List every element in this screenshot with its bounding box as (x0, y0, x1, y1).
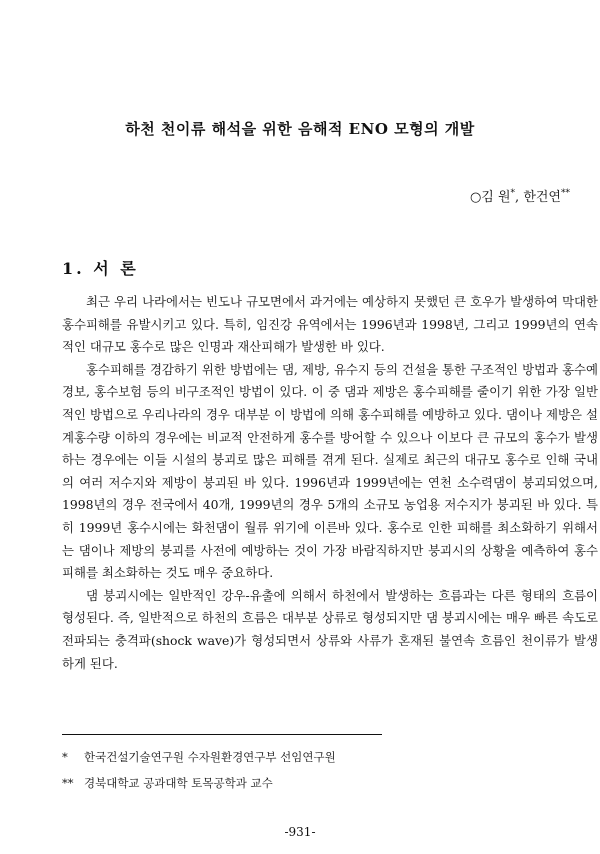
author-separator: , (515, 190, 524, 205)
author-name: 한건연 (523, 190, 561, 205)
author-name: 김 원 (481, 190, 511, 205)
footnote (62, 744, 336, 770)
footnote-mark: * (62, 750, 68, 764)
section-number: 1. (62, 259, 85, 278)
paragraph: 댐 붕괴시에는 일반적인 강우-유출에 의해서 하천에서 발생하는 흐름과는 다른 형태의 흐름이 형성된다. 즉, 일반적으로 하천의 흐름은 대부분 상류로 형성되지만 댐 붕괴시에는 매우 빠른 속도로 전파되는 충격파(shock wave)가 형성되면서 상류와 사류가 혼재된 불연속 흐름인 천이류가 발생하게 된다. (62, 587, 598, 671)
footnote-divider (62, 734, 382, 735)
author-line (470, 186, 570, 205)
footnote-text: 경북대학교 공과대학 토목공학과 교수 (84, 776, 273, 790)
paragraph: 홍수피해를 경감하기 위한 방법에는 댐, 제방, 유수지 등의 건설을 통한 구조적인 방법과 홍수예경보, 홍수보험 등의 비구조적인 방법이 있다. 이 중 댐과 제방은 홍수피해를 줄이기 위한 가장 일반적인 방법으로 우리나라의 경우 대부분 이 방법에 의해 홍수피해를 예방하고 있다. 댐이나 제방은 설계홍수량 이하의 경우에는 비교적 안전하게 홍수를 방어할 수 있으나 이보다 큰 규모의 홍수가 발생하는 경우에는 이들 시설의 붕괴로 많은 피해를 겪게 된다. 실제로 최근의 대규모 홍수로 인해 국내의 여러 저수지와 제방이 붕괴된 바 있다. 1996년과 1999년에는 연천 소수력댐이 붕괴되었으며, 1998년의 경우 전국에서 40개, 1999년의 경우 5개의 소규모 농업용 저수지가 붕괴된 바 있다. 특히 1999년 홍수시에는 화천댐이 월류 위기에 이른바 있다. 홍수로 인한 피해를 최소화하기 위해서는 댐이나 제방의 붕괴를 사전에 예방하는 것이 가장 바람직하지만 붕괴시의 상황을 예측하여 홍수피해를 최소화하는 것도 매우 중요하다. (62, 361, 598, 581)
affiliation-mark: * (510, 188, 516, 199)
footnote (62, 770, 336, 796)
section-heading (62, 256, 139, 279)
affiliation-mark: ** (561, 188, 570, 199)
footnote-text: 한국건설기술연구원 수자원환경연구부 선임연구원 (84, 750, 336, 764)
footnote-mark: ** (62, 776, 74, 790)
footnotes (62, 744, 336, 796)
paragraph: 최근 우리 나라에서는 빈도나 규모면에서 과거에는 예상하지 못했던 큰 호우가 발생하여 막대한 홍수피해를 유발시키고 있다. 특히, 임진강 유역에서는 1996년과 1998년, 그리고 1999년의 연속적인 대규모 홍수로 많은 인명과 재산피해가 발생한 바 있다. (62, 294, 598, 355)
paper-title: 하천 천이류 해석을 위한 음해적 ENO 모형의 개발 (125, 120, 475, 138)
body-text (62, 291, 598, 675)
presenter-mark: ○ (469, 190, 482, 205)
section-title: 서 론 (93, 259, 139, 278)
page-number: -931- (284, 825, 316, 839)
